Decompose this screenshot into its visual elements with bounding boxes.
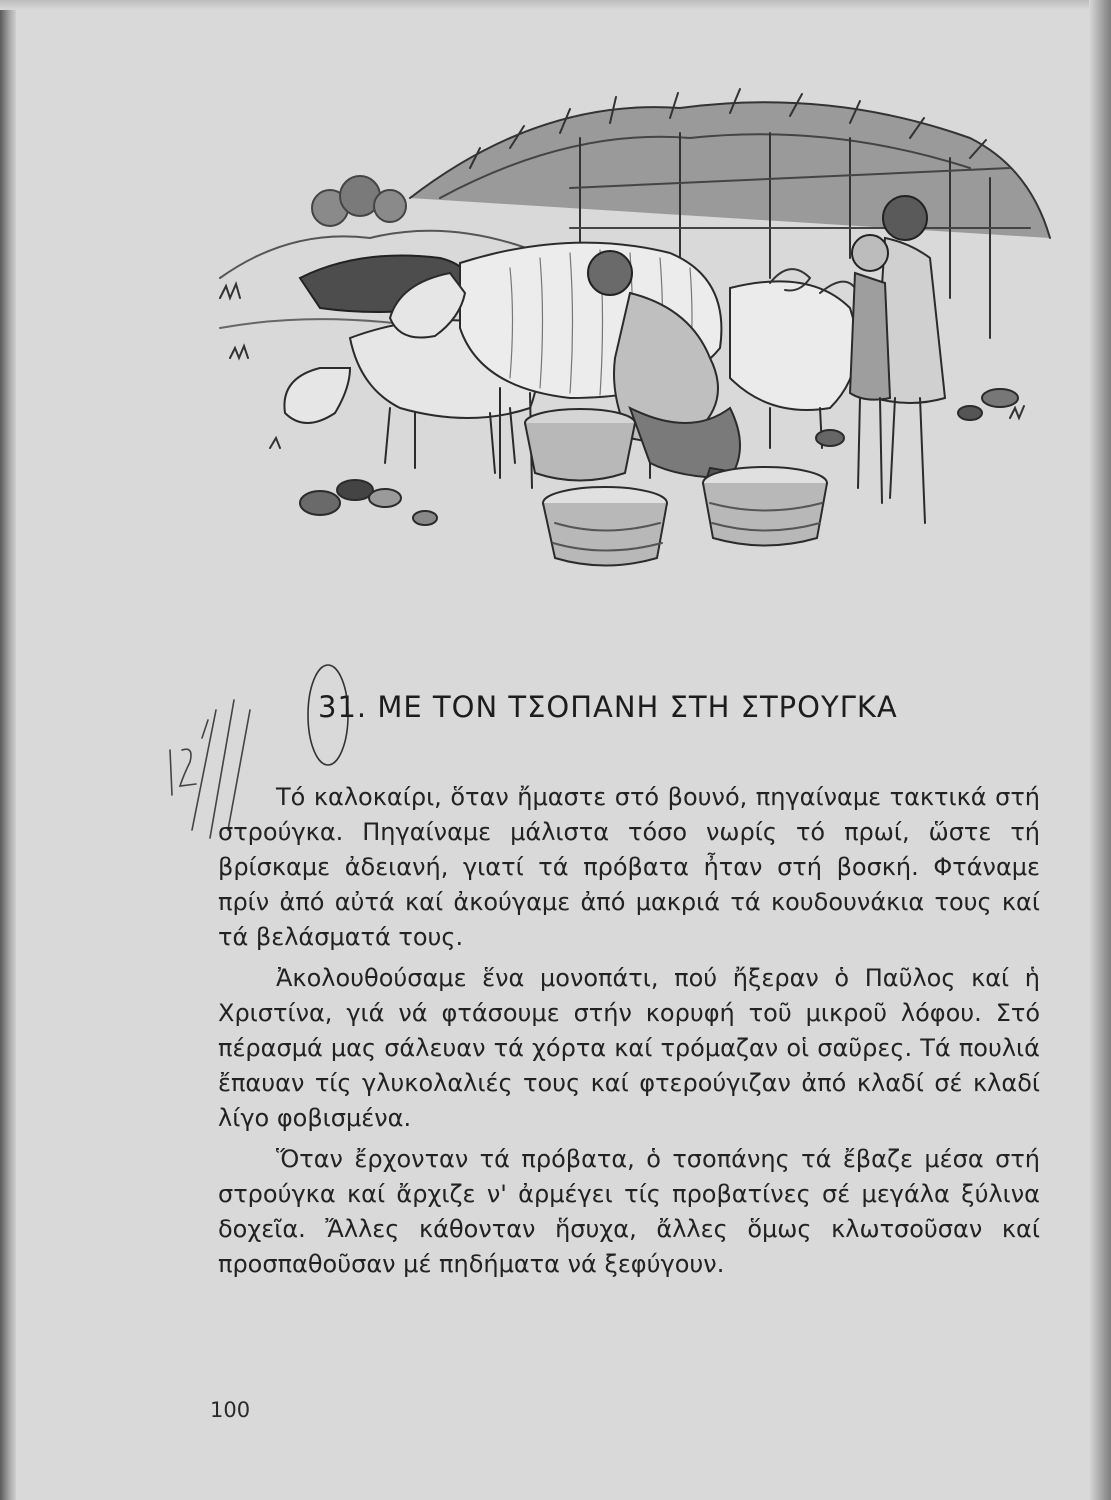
paragraph-1: Τό καλοκαίρι, ὅταν ἤμαστε στό βουνό, πηγαίναμε τακτικά στή στρούγκα. Πηγαίναμε μάλιστα τόσο νωρίς τό πρωί, ὥστε τή βρίσκαμε ἀδειανή, γιατί τά πρόβατα ἦταν στή βοσκή. Φτάναμε πρίν ἀπό αὐτά καί ἀκούγαμε ἀπό μακριά τά κουδουνάκια τους καί τά βελάσματά τους. bbox=[218, 783, 1040, 951]
shepherd-milking-illustration bbox=[210, 78, 1060, 598]
page-number: 100 bbox=[210, 1398, 251, 1422]
page-right-edge bbox=[1089, 0, 1111, 1500]
chapter-title: 31. ΜΕ ΤΟΝ ΤΣΟΠΑΝΗ ΣΤΗ ΣΤΡΟΥΓΚΑ bbox=[318, 690, 898, 724]
book-binding bbox=[0, 0, 16, 1500]
page-top-edge bbox=[0, 0, 1111, 10]
paragraph-3: Ὅταν ἔρχονταν τά πρόβατα, ὁ τσοπάνης τά ἔβαζε μέσα στή στρούγκα καί ἄρχιζε ν' ἀρμέγει τίς προβατίνες σέ μεγάλα ξύλινα δοχεῖα. Ἄλλες κάθονταν ἥσυχα, ἄλλες ὅμως κλωτσοῦσαν καί προσπαθοῦσαν μέ πηδήματα νά ξεφύγουν. bbox=[218, 1145, 1040, 1278]
body-text bbox=[218, 780, 1040, 1288]
paragraph-2: Ἀκολουθούσαμε ἕνα μονοπάτι, πού ἤξεραν ὁ Παῦλος καί ἡ Χριστίνα, γιά νά φτάσουμε στήν κορυφή τοῦ μικροῦ λόφου. Στό πέρασμά μας σάλευαν τά χόρτα καί τρόμαζαν οἱ σαῦρες. Τά πουλιά ἔπαυαν τίς γλυκολαλιές τους καί φτερούγιζαν ἀπό κλαδί σέ κλαδί λίγο φοβισμένα. bbox=[218, 964, 1040, 1132]
